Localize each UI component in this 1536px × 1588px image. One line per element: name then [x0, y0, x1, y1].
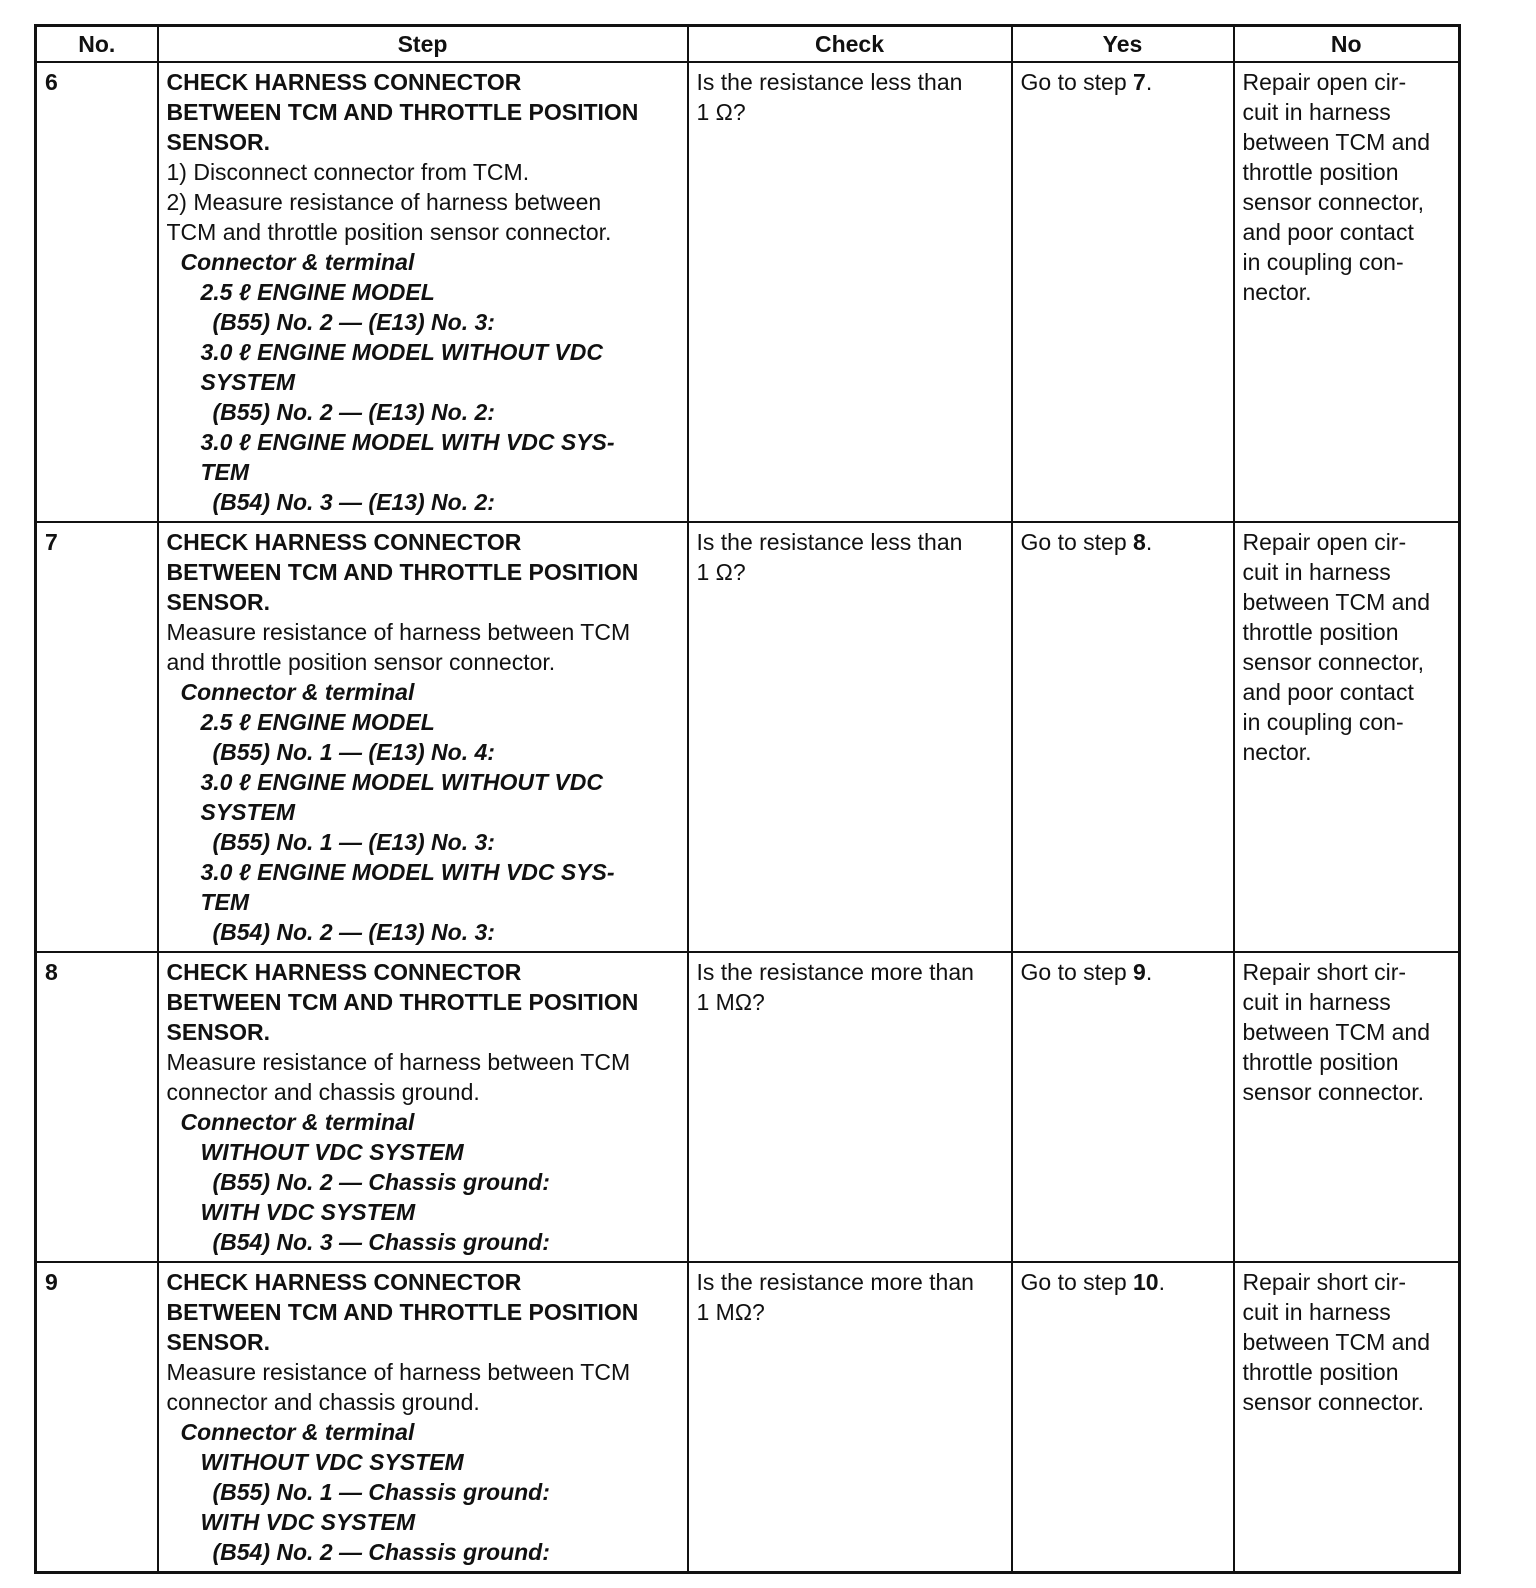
model-heading: 3.0 ℓ ENGINE MODEL WITHOUT VDC	[200, 339, 603, 365]
connector-terminal-label: Connector & terminal	[180, 679, 415, 705]
yes-prefix: Go to step	[1020, 1269, 1134, 1295]
yes-cell	[1012, 1262, 1234, 1573]
table-row	[36, 1262, 1460, 1573]
model-heading: WITH VDC SYSTEM	[200, 1199, 416, 1225]
no-action-line: throttle position	[1242, 1359, 1399, 1385]
step-instruction-line: connector and chassis ground.	[166, 1079, 480, 1105]
model-heading: 3.0 ℓ ENGINE MODEL WITH VDC SYS-	[200, 859, 615, 885]
step-instruction-line: 2) Measure resistance of harness between	[166, 189, 602, 215]
step-title-line: CHECK HARNESS CONNECTOR	[166, 959, 522, 985]
terminal-pair: (B55) No. 1 — (E13) No. 3:	[212, 829, 495, 855]
yes-suffix: .	[1145, 529, 1153, 555]
no-action-line: throttle position	[1242, 1049, 1399, 1075]
model-heading: WITHOUT VDC SYSTEM	[200, 1139, 464, 1165]
terminal-pair: (B54) No. 2 — Chassis ground:	[212, 1539, 550, 1565]
no-action-line: Repair open cir-	[1242, 69, 1407, 95]
step-number: 8	[36, 952, 158, 1262]
no-action-line: sensor connector,	[1242, 189, 1425, 215]
no-action-line: nector.	[1242, 279, 1312, 305]
model-heading: 3.0 ℓ ENGINE MODEL WITH VDC SYS-	[200, 429, 615, 455]
yes-prefix: Go to step	[1020, 529, 1134, 555]
terminal-pair: (B54) No. 2 — (E13) No. 3:	[212, 919, 495, 945]
no-cell	[1234, 522, 1460, 952]
terminal-pair: (B55) No. 2 — (E13) No. 3:	[212, 309, 495, 335]
connector-terminal-label: Connector & terminal	[180, 1419, 415, 1445]
yes-prefix: Go to step	[1020, 959, 1134, 985]
model-heading: 3.0 ℓ ENGINE MODEL WITHOUT VDC	[200, 769, 603, 795]
no-action-line: nector.	[1242, 739, 1312, 765]
yes-prefix: Go to step	[1020, 69, 1134, 95]
yes-step-number: 9	[1133, 959, 1146, 985]
model-heading: SYSTEM	[200, 799, 296, 825]
terminal-pair: (B55) No. 2 — (E13) No. 2:	[212, 399, 495, 425]
diagnostic-table	[34, 24, 1461, 1574]
step-number: 6	[36, 62, 158, 522]
terminal-pair: (B54) No. 3 — (E13) No. 2:	[212, 489, 495, 515]
step-cell	[158, 62, 688, 522]
step-cell	[158, 522, 688, 952]
no-action-line: cuit in harness	[1242, 99, 1391, 125]
no-action-line: sensor connector.	[1242, 1389, 1425, 1415]
table-row	[36, 62, 1460, 522]
check-question-line: Is the resistance more than	[696, 1269, 974, 1295]
no-action-line: and poor contact	[1242, 219, 1414, 245]
no-action-line: between TCM and	[1242, 1329, 1431, 1355]
model-heading: WITH VDC SYSTEM	[200, 1509, 416, 1535]
check-question-line: 1 MΩ?	[696, 1299, 765, 1325]
no-action-line: and poor contact	[1242, 679, 1414, 705]
step-title-line: CHECK HARNESS CONNECTOR	[166, 1269, 522, 1295]
step-title-line: BETWEEN TCM AND THROTTLE POSITION	[166, 99, 639, 125]
step-title-line: SENSOR.	[166, 589, 271, 615]
step-title-line: BETWEEN TCM AND THROTTLE POSITION	[166, 559, 639, 585]
step-number: 9	[36, 1262, 158, 1573]
yes-suffix: .	[1145, 69, 1153, 95]
step-instruction-line: Measure resistance of harness between TCM	[166, 619, 631, 645]
terminal-pair: (B54) No. 3 — Chassis ground:	[212, 1229, 550, 1255]
no-action-line: between TCM and	[1242, 129, 1431, 155]
step-title-line: BETWEEN TCM AND THROTTLE POSITION	[166, 1299, 639, 1325]
terminal-pair: (B55) No. 2 — Chassis ground:	[212, 1169, 550, 1195]
model-heading: 2.5 ℓ ENGINE MODEL	[200, 279, 435, 305]
no-action-line: cuit in harness	[1242, 989, 1391, 1015]
no-action-line: cuit in harness	[1242, 559, 1391, 585]
check-question-line: Is the resistance less than	[696, 69, 963, 95]
yes-step-number: 7	[1133, 69, 1146, 95]
model-heading: TEM	[200, 459, 250, 485]
no-action-line: in coupling con-	[1242, 249, 1404, 275]
check-question-line: 1 Ω?	[696, 559, 746, 585]
step-title-line: SENSOR.	[166, 129, 271, 155]
header-step: Step	[158, 26, 688, 63]
yes-step-number: 10	[1133, 1269, 1159, 1295]
yes-cell	[1012, 522, 1234, 952]
no-action-line: sensor connector.	[1242, 1079, 1425, 1105]
connector-terminal-label: Connector & terminal	[180, 1109, 415, 1135]
model-heading: 2.5 ℓ ENGINE MODEL	[200, 709, 435, 735]
step-instruction-line: TCM and throttle position sensor connector.	[166, 219, 612, 245]
table-body	[36, 62, 1460, 1573]
check-cell	[688, 62, 1012, 522]
check-question-line: 1 Ω?	[696, 99, 746, 125]
step-title-line: CHECK HARNESS CONNECTOR	[166, 529, 522, 555]
check-cell	[688, 1262, 1012, 1573]
header-no-result: No	[1234, 26, 1460, 63]
terminal-pair: (B55) No. 1 — (E13) No. 4:	[212, 739, 495, 765]
step-title-line: BETWEEN TCM AND THROTTLE POSITION	[166, 989, 639, 1015]
model-heading: TEM	[200, 889, 250, 915]
check-question-line: 1 MΩ?	[696, 989, 765, 1015]
no-action-line: cuit in harness	[1242, 1299, 1391, 1325]
header-no: No.	[36, 26, 158, 63]
table-row	[36, 522, 1460, 952]
yes-cell	[1012, 62, 1234, 522]
diagnostic-table-page	[34, 24, 1458, 1574]
header-row	[36, 26, 1460, 63]
no-action-line: sensor connector,	[1242, 649, 1425, 675]
yes-step-number: 8	[1133, 529, 1146, 555]
no-cell	[1234, 62, 1460, 522]
step-instruction-line: connector and chassis ground.	[166, 1389, 480, 1415]
step-cell	[158, 952, 688, 1262]
check-question-line: Is the resistance more than	[696, 959, 974, 985]
no-action-line: Repair short cir-	[1242, 959, 1407, 985]
yes-cell	[1012, 952, 1234, 1262]
step-instruction-line: Measure resistance of harness between TCM	[166, 1359, 631, 1385]
check-question-line: Is the resistance less than	[696, 529, 963, 555]
check-cell	[688, 952, 1012, 1262]
no-cell	[1234, 952, 1460, 1262]
connector-terminal-label: Connector & terminal	[180, 249, 415, 275]
check-cell	[688, 522, 1012, 952]
no-action-line: throttle position	[1242, 159, 1399, 185]
step-instruction-line: and throttle position sensor connector.	[166, 649, 556, 675]
no-action-line: between TCM and	[1242, 1019, 1431, 1045]
no-cell	[1234, 1262, 1460, 1573]
yes-suffix: .	[1145, 959, 1153, 985]
header-check: Check	[688, 26, 1012, 63]
terminal-pair: (B55) No. 1 — Chassis ground:	[212, 1479, 550, 1505]
step-title-line: CHECK HARNESS CONNECTOR	[166, 69, 522, 95]
table-row	[36, 952, 1460, 1262]
step-title-line: SENSOR.	[166, 1019, 271, 1045]
step-number: 7	[36, 522, 158, 952]
step-title-line: SENSOR.	[166, 1329, 271, 1355]
no-action-line: Repair short cir-	[1242, 1269, 1407, 1295]
no-action-line: Repair open cir-	[1242, 529, 1407, 555]
model-heading: SYSTEM	[200, 369, 296, 395]
no-action-line: between TCM and	[1242, 589, 1431, 615]
header-yes: Yes	[1012, 26, 1234, 63]
step-instruction-line: Measure resistance of harness between TCM	[166, 1049, 631, 1075]
yes-suffix: .	[1158, 1269, 1165, 1295]
step-instruction-line: 1) Disconnect connector from TCM.	[166, 159, 530, 185]
no-action-line: in coupling con-	[1242, 709, 1404, 735]
model-heading: WITHOUT VDC SYSTEM	[200, 1449, 464, 1475]
step-cell	[158, 1262, 688, 1573]
no-action-line: throttle position	[1242, 619, 1399, 645]
